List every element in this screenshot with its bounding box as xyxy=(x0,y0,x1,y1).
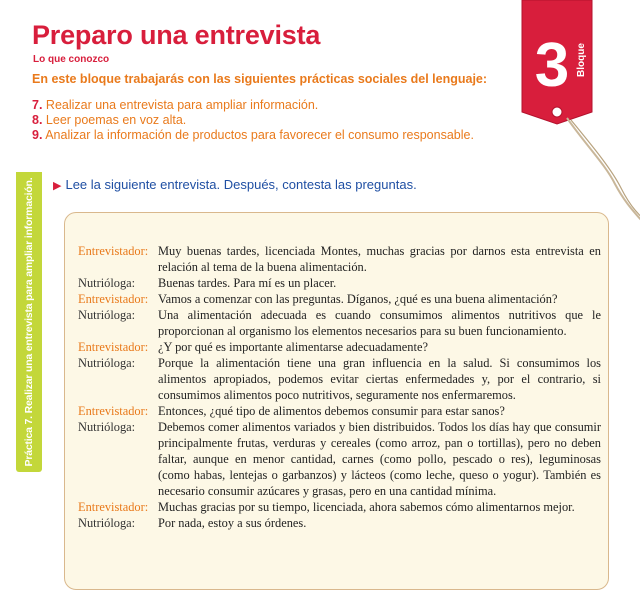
dialog-line: Entonces, ¿qué tipo de alimentos debemos consumir para estar sanos? xyxy=(158,404,505,418)
interview-dialog xyxy=(78,243,601,531)
bookmark-string xyxy=(565,114,640,224)
list-item: 7. Realizar una entrevista para ampliar información. xyxy=(32,98,319,112)
speaker-label: Nutrióloga: xyxy=(78,516,136,530)
dialog-row xyxy=(78,339,601,355)
dialog-row xyxy=(78,291,601,307)
list-item: 8. Leer poemas en voz alta. xyxy=(32,113,187,127)
dialog-line: Buenas tardes. Para mí es un placer. xyxy=(158,276,337,290)
speaker-label: Nutrióloga: xyxy=(78,356,136,370)
dialog-row xyxy=(78,307,601,339)
page-title: Preparo una entrevista xyxy=(32,20,321,50)
section-subtitle: Lo que conozco xyxy=(33,54,110,65)
list-item: 9. Analizar la información de productos para favorecer el consumo responsable. xyxy=(32,128,474,142)
dialog-line: Porque la alimentación tiene una gran influencia en la salud. Si consumimos los alimentos apropiados, podemos evitar ciertas enfermedades y, por el contrario, si consumimos alimentos poco nutritivos, seguramente nos enfermaremos. xyxy=(158,356,601,402)
instruction xyxy=(53,177,417,192)
practices-list xyxy=(32,98,532,143)
dialog-row xyxy=(78,515,601,531)
block-intro: En este bloque trabajarás con las siguientes prácticas sociales del lenguaje: xyxy=(32,72,488,86)
bookmark-ribbon-shape xyxy=(518,0,596,130)
triangle-bullet-icon: ▶ xyxy=(53,180,62,192)
speaker-label: Nutrióloga: xyxy=(78,420,136,434)
speaker-label: Nutrióloga: xyxy=(78,276,136,290)
dialog-row xyxy=(78,355,601,403)
bookmark-number: 3 xyxy=(534,31,570,100)
dialog-line: Muchas gracias por su tiempo, licenciada, ahora sabemos cómo alimentarnos mejor. xyxy=(158,500,575,514)
dialog-line: ¿Y por qué es importante alimentarse adecuadamente? xyxy=(158,340,428,354)
block-bookmark xyxy=(518,0,596,130)
speaker-label: Entrevistador: xyxy=(78,340,149,354)
speaker-label: Entrevistador: xyxy=(78,292,149,306)
dialog-line: Por nada, estoy a sus órdenes. xyxy=(158,516,307,530)
bookmark-label: Bloque xyxy=(576,43,587,77)
speaker-label: Nutrióloga: xyxy=(78,308,136,322)
dialog-row xyxy=(78,243,601,275)
speaker-label: Entrevistador: xyxy=(78,404,149,418)
dialog-row xyxy=(78,275,601,291)
dialog-row xyxy=(78,499,601,515)
dialog-line: Vamos a comenzar con las preguntas. Díganos, ¿qué es una buena alimentación? xyxy=(158,292,558,306)
dialog-row xyxy=(78,419,601,499)
instruction-text: Lee la siguiente entrevista. Después, contesta las preguntas. xyxy=(65,177,417,192)
side-tab-label: Práctica 7. Realizar una entrevista para ampliar información. xyxy=(23,177,35,467)
string-shape xyxy=(565,114,640,224)
dialog-line: Muy buenas tardes, licenciada Montes, muchas gracias por darnos esta entrevista en relación al tema de la buena alimentación. xyxy=(158,244,601,274)
practice-side-tab xyxy=(16,172,42,472)
dialog-row xyxy=(78,403,601,419)
dialog-line: Una alimentación adecuada es cuando consumimos alimentos nutritivos que le proporcionan al organismo los elementos necesarios para su buen funcionamiento. xyxy=(158,308,601,338)
speaker-label: Entrevistador: xyxy=(78,500,149,514)
dialog-line: Debemos comer alimentos variados y bien distribuidos. Todos los días hay que consumir principalmente frutas, verduras y cereales (como arroz, pan o tortillas), pero no deben faltar, aunque en menor cantidad, carnes (como pollo, pescado o res), leguminosas (como habas, lentejas o garbanzos) y lácteos (como leche, queso o yogur). También es necesario consumir azúcares y grasas, pero en una cantidad mínima. xyxy=(158,420,601,498)
speaker-label: Entrevistador: xyxy=(78,244,149,258)
